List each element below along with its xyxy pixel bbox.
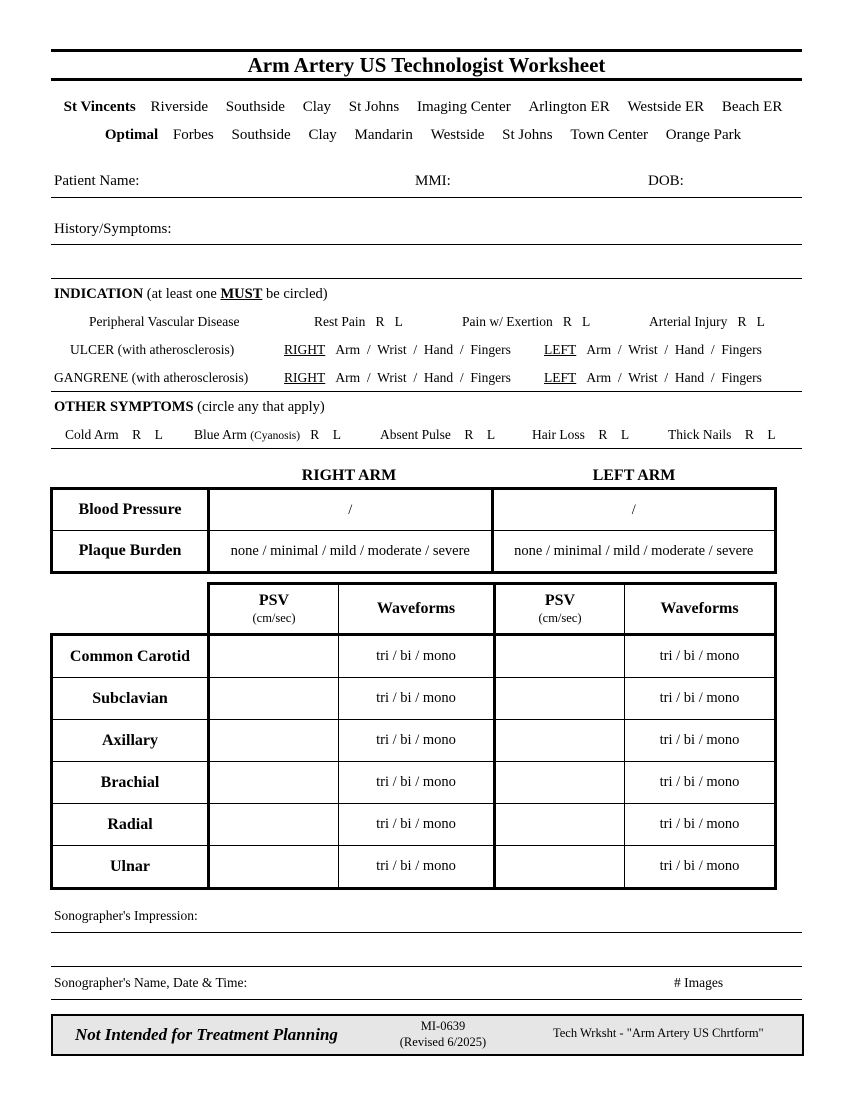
disclaimer-text: Not Intended for Treatment Planning (75, 1025, 338, 1044)
patient-line[interactable] (51, 197, 802, 198)
indication-divider (51, 391, 802, 392)
plaque-row (52, 531, 776, 573)
left-psv-field[interactable] (495, 678, 625, 720)
hair-loss-r[interactable]: R (598, 427, 608, 442)
pain-exertion-option[interactable] (462, 314, 590, 330)
location-option[interactable]: Southside (231, 127, 291, 143)
footer-box (51, 1014, 804, 1056)
other-symptoms-heading (54, 399, 325, 416)
right-waveform-options[interactable]: tri / bi / mono (339, 846, 495, 889)
plaque-label: Plaque Burden (52, 531, 209, 573)
location-option[interactable]: Westside ER (627, 99, 705, 115)
right-waveform-options[interactable]: tri / bi / mono (339, 762, 495, 804)
images-label: # Images (674, 975, 724, 990)
right-waveform-options[interactable]: tri / bi / mono (339, 678, 495, 720)
right-psv-title: PSV (258, 591, 290, 609)
patient-name-label: Patient Name: (54, 173, 140, 189)
left-waveforms-header: Waveforms (625, 584, 776, 635)
left-psv-field[interactable] (495, 720, 625, 762)
title-bottom-rule (51, 78, 802, 81)
indication-note-pre: (at least one (146, 286, 221, 302)
header-blank (52, 584, 209, 635)
left-psv-unit: (cm/sec) (538, 610, 582, 625)
cold-arm-l[interactable]: L (154, 427, 163, 442)
blue-arm-r[interactable]: R (310, 427, 320, 442)
location-option[interactable]: St Johns (348, 99, 400, 115)
arterial-injury-label: Arterial Injury (649, 314, 728, 329)
left-waveform-options[interactable]: tri / bi / mono (625, 635, 776, 678)
artery-name: Brachial (52, 762, 209, 804)
cold-arm-option[interactable] (65, 427, 163, 443)
ulcer-right-sites[interactable]: Arm / Wrist / Hand / Fingers (335, 342, 511, 357)
absent-pulse-option[interactable] (380, 427, 495, 443)
gangrene-left-label: LEFT (544, 370, 577, 385)
sonographer-line[interactable] (51, 999, 802, 1000)
indication-heading (54, 286, 328, 303)
rest-pain-option[interactable] (314, 314, 403, 330)
left-waveform-options[interactable]: tri / bi / mono (625, 720, 776, 762)
location-option[interactable]: Orange Park (665, 127, 742, 143)
ulcer-left-sites[interactable]: Arm / Wrist / Hand / Fingers (586, 342, 762, 357)
form-name: Tech Wrksht - "Arm Artery US Chrtform" (553, 1026, 764, 1040)
artery-name: Radial (52, 804, 209, 846)
plaque-left-options[interactable]: none / minimal / mild / moderate / severe (492, 531, 776, 573)
form-id-block (383, 1018, 503, 1050)
location-option[interactable]: Arlington ER (528, 99, 610, 115)
absent-pulse-label: Absent Pulse (380, 427, 451, 442)
bp-row (52, 489, 776, 531)
dob-label: DOB: (648, 173, 684, 189)
right-waveform-options[interactable]: tri / bi / mono (339, 720, 495, 762)
artery-table (50, 582, 777, 890)
form-id: MI-0639 (420, 1019, 466, 1033)
title-top-rule (51, 49, 802, 52)
indication-must: MUST (220, 286, 263, 302)
gangrene-right[interactable] (284, 370, 511, 386)
arterial-injury-l[interactable]: L (756, 314, 765, 329)
right-waveform-options[interactable]: tri / bi / mono (339, 804, 495, 846)
gangrene-left[interactable] (544, 370, 762, 386)
sonographer-name-label: Sonographer's Name, Date & Time: (54, 975, 248, 990)
left-psv-title: PSV (544, 591, 576, 609)
artery-row (52, 720, 776, 762)
thick-nails-r[interactable]: R (744, 427, 754, 442)
symptoms-divider (51, 448, 802, 449)
thick-nails-option[interactable] (668, 427, 776, 443)
left-waveform-options[interactable]: tri / bi / mono (625, 804, 776, 846)
right-psv-unit: (cm/sec) (252, 610, 296, 625)
hair-loss-l[interactable]: L (620, 427, 630, 442)
cold-arm-label: Cold Arm (65, 427, 119, 442)
location-option[interactable]: Forbes (172, 127, 214, 143)
blue-arm-option[interactable] (194, 427, 341, 443)
left-psv-field[interactable] (495, 635, 625, 678)
right-psv-field[interactable] (209, 635, 339, 678)
pain-exertion-l[interactable]: L (582, 314, 591, 329)
ulcer-left-label: LEFT (544, 342, 577, 357)
bp-label: Blood Pressure (52, 489, 209, 531)
hair-loss-label: Hair Loss (532, 427, 585, 442)
left-waveform-options[interactable]: tri / bi / mono (625, 762, 776, 804)
cyanosis-label: (Cyanosis) (250, 430, 301, 442)
hair-loss-option[interactable] (532, 427, 629, 443)
location-row-st-vincents (51, 99, 802, 116)
gangrene-right-label: RIGHT (284, 370, 326, 385)
ulcer-left[interactable] (544, 342, 762, 358)
pain-exertion-r[interactable]: R (562, 314, 572, 329)
artery-row (52, 846, 776, 889)
location-option[interactable]: Riverside (150, 99, 209, 115)
right-psv-field[interactable] (209, 762, 339, 804)
mmi-label: MMI: (415, 173, 451, 189)
location-option[interactable]: Town Center (570, 127, 649, 143)
bp-table (50, 487, 777, 574)
right-psv-field[interactable] (209, 846, 339, 889)
history-label: History/Symptoms: (54, 221, 172, 237)
page-title: Arm Artery US Technologist Worksheet (247, 53, 606, 77)
bp-left-field[interactable]: / (492, 489, 776, 531)
impression-line[interactable] (51, 932, 802, 933)
artery-header-row (52, 584, 776, 635)
right-psv-field[interactable] (209, 804, 339, 846)
gangrene-right-sites[interactable]: Arm / Wrist / Hand / Fingers (335, 370, 511, 385)
history-line[interactable] (51, 244, 802, 245)
location-option[interactable]: St Johns (502, 127, 553, 143)
artery-name: Axillary (52, 720, 209, 762)
artery-row (52, 804, 776, 846)
right-arm-heading: RIGHT ARM (301, 467, 397, 484)
arterial-injury-r[interactable]: R (737, 314, 747, 329)
gangrene-left-sites[interactable]: Arm / Wrist / Hand / Fingers (586, 370, 762, 385)
location-option[interactable]: Beach ER (721, 99, 783, 115)
artery-row (52, 762, 776, 804)
absent-pulse-r[interactable]: R (464, 427, 474, 442)
thick-nails-label: Thick Nails (668, 427, 732, 442)
right-psv-field[interactable] (209, 678, 339, 720)
form-revised: (Revised 6/2025) (399, 1035, 487, 1049)
location-option[interactable]: Clay (308, 127, 337, 143)
left-psv-field[interactable] (495, 762, 625, 804)
left-psv-field[interactable] (495, 804, 625, 846)
left-psv-field[interactable] (495, 846, 625, 889)
gangrene-label[interactable]: GANGRENE (with atherosclerosis) (54, 370, 249, 385)
ulcer-right-label: RIGHT (284, 342, 326, 357)
artery-name: Ulnar (52, 846, 209, 889)
left-arm-heading: LEFT ARM (592, 467, 676, 484)
other-symptoms-title: OTHER SYMPTOMS (54, 399, 194, 415)
history-line-2[interactable] (51, 278, 802, 279)
location-option[interactable]: Clay (302, 99, 332, 115)
left-waveform-options[interactable]: tri / bi / mono (625, 846, 776, 889)
indication-note-post: be circled) (262, 286, 328, 302)
right-waveform-options[interactable]: tri / bi / mono (339, 635, 495, 678)
artery-name: Common Carotid (52, 635, 209, 678)
location-option[interactable]: Westside (430, 127, 485, 143)
other-symptoms-note: (circle any that apply) (197, 399, 325, 415)
location-option[interactable]: Mandarin (354, 127, 413, 143)
ulcer-right[interactable] (284, 342, 511, 358)
bp-right-field[interactable]: / (209, 489, 493, 531)
location-row-optimal (51, 127, 802, 144)
thick-nails-l[interactable]: L (767, 427, 776, 442)
artery-name: Subclavian (52, 678, 209, 720)
right-waveforms-header: Waveforms (339, 584, 495, 635)
plaque-right-options[interactable]: none / minimal / mild / moderate / severe (209, 531, 493, 573)
rest-pain-r[interactable]: R (375, 314, 385, 329)
ulcer-label[interactable]: ULCER (with atherosclerosis) (70, 342, 235, 357)
artery-row (52, 678, 776, 720)
group-label-optimal: Optimal (104, 127, 159, 143)
arterial-injury-option[interactable] (649, 314, 765, 330)
pvd-option[interactable]: Peripheral Vascular Disease (89, 314, 240, 329)
location-option[interactable]: Southside (225, 99, 285, 115)
artery-row (52, 635, 776, 678)
pain-exertion-label: Pain w/ Exertion (462, 314, 553, 329)
blue-arm-label: Blue Arm (194, 427, 247, 442)
impression-line-2[interactable] (51, 966, 802, 967)
blue-arm-l[interactable]: L (332, 427, 341, 442)
rest-pain-label: Rest Pain (314, 314, 366, 329)
indication-title: INDICATION (54, 286, 144, 302)
left-psv-header (495, 584, 625, 635)
impression-label: Sonographer's Impression: (54, 908, 198, 923)
cold-arm-r[interactable]: R (132, 427, 142, 442)
absent-pulse-l[interactable]: L (486, 427, 496, 442)
location-option[interactable]: Imaging Center (416, 99, 511, 115)
rest-pain-l[interactable]: L (394, 314, 403, 329)
right-psv-field[interactable] (209, 720, 339, 762)
right-psv-header (209, 584, 339, 635)
left-waveform-options[interactable]: tri / bi / mono (625, 678, 776, 720)
group-label-st-vincents: St Vincents (63, 99, 136, 115)
